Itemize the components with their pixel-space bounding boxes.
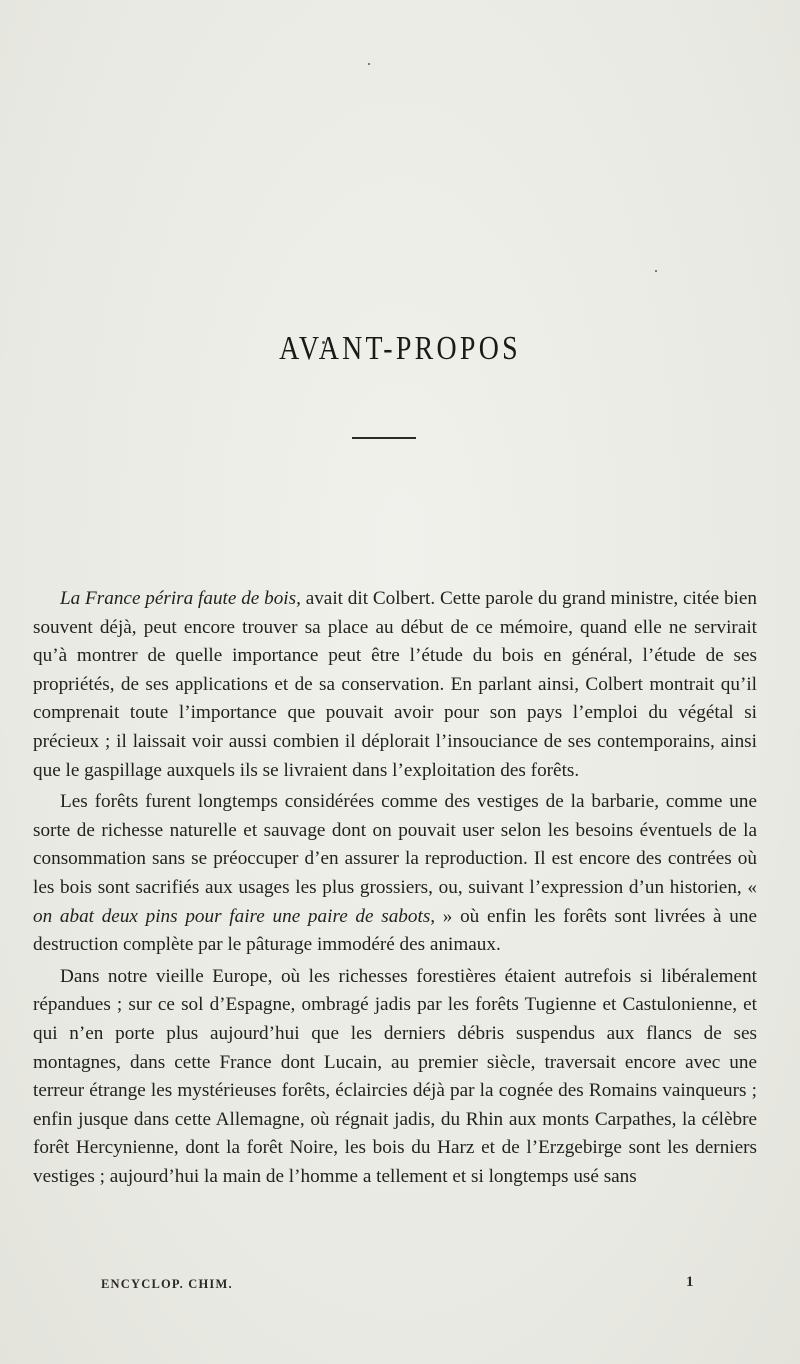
- page-heading: AVANT-PROPOS: [279, 330, 521, 367]
- heading-rule: [352, 437, 416, 439]
- text-segment-italic: on abat deux pins pour faire une paire de sabots,: [33, 905, 436, 927]
- ink-speck: [368, 63, 370, 65]
- footer-signature: ENCYCLOP. CHIM.: [101, 1277, 233, 1291]
- text-segment: avait dit Colbert. Cette parole du grand ministre, citée bien souvent déjà, peut encore trouver sa place au début de ce mémoire, quand elle ne servirait qu’à montrer de quelle importance peut être l’étude du bois en général, l’étude de ses propriétés, de ses applications et de sa conservation. En parlant ainsi, Colbert montrait qu’il comprenait toute l’importance que pouvait avoir pour son pays l’emploi du végétal si précieux ; il laissait voir aussi combien il déplorait l’insouciance de ses contemporains, ainsi que le gaspillage auxquels ils se livraient dans l’exploitation des forêts.: [33, 588, 757, 781]
- text-segment: Les forêts furent longtemps considérées comme des vestiges de la barbarie, comme une sorte de richesse naturelle et sauvage dont on pouvait user selon les besoins éventuels de la consommation sans se préoccuper d’en assurer la reproduction. Il est encore des contrées où les bois sont sacrifiés aux usages les plus grossiers, ou, suivant l’expression d’un historien, «: [33, 791, 757, 898]
- paragraph-3: [33, 963, 757, 1192]
- body-text: [33, 585, 757, 1191]
- text-segment: Dans notre vieille Europe, où les richesses forestières étaient autrefois si libéralement répandues ; sur ce sol d’Espagne, ombragé jadis par les forêts Tugienne et Castulonienne, et qui n’en porte plus aujourd’hui que les derniers débris suspendus aux flancs de ses montagnes, dans cette France dont Lucain, au premier siècle, traversait encore avec une terreur étrange les mystérieuses forêts, éclaircies déjà par la cognée des Romains vainqueurs ; enfin jusque dans cette Allemagne, où régnait jadis, du Rhin aux monts Carpathes, la célèbre forêt Hercynienne, dont la forêt Noire, les bois du Harz et de l’Erzgebirge sont les derniers vestiges ; aujourd’hui la main de l’homme a tellement et si longtemps usé sans: [33, 965, 757, 1187]
- paragraph-1: [33, 585, 757, 785]
- page-number: 1: [686, 1274, 694, 1290]
- paragraph-2: [33, 788, 757, 960]
- ink-speck: [655, 270, 657, 272]
- text-segment-italic: La France périra faute de bois,: [60, 588, 301, 609]
- text-segment: » où enfin les forêts sont livrées à une destruction complète par le pâturage immodéré des animaux.: [33, 905, 757, 956]
